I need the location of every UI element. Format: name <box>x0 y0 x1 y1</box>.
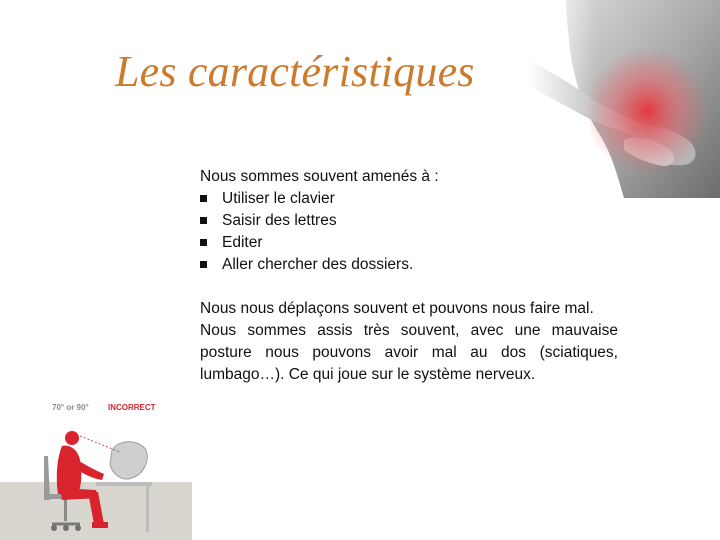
list-item <box>200 232 618 254</box>
paragraph-movement: Nous nous déplaçons souvent et pouvons nous faire mal. <box>200 300 594 317</box>
intro-text: Nous sommes souvent amenés à : <box>200 168 439 185</box>
desk <box>96 482 152 486</box>
list-item <box>200 210 618 232</box>
monitor <box>110 442 147 479</box>
bullet-list <box>200 188 618 276</box>
list-item-label: Utiliser le clavier <box>222 190 335 207</box>
list-item <box>200 254 618 276</box>
sight-line <box>80 436 120 452</box>
square-bullet-icon <box>200 261 207 268</box>
square-bullet-icon <box>200 217 207 224</box>
square-bullet-icon <box>200 239 207 246</box>
content-block <box>200 166 618 386</box>
list-item <box>200 188 618 210</box>
list-item-label: Aller chercher des dossiers. <box>222 256 414 273</box>
chair <box>44 456 50 500</box>
list-item-label: Saisir des lettres <box>222 212 337 229</box>
figure-label-prefix: 70° or 90° <box>52 403 89 412</box>
paragraph-posture: Nous sommes assis très souvent, avec une mauvaise posture nous pouvons avoir mal au dos (sciatiques, lumbago…). Ce qui joue sur le système nerveux. <box>200 322 618 383</box>
slide-title: Les caractéristiques <box>115 47 475 96</box>
posture-illustration <box>0 390 192 540</box>
figure-label-status: INCORRECT <box>108 403 156 412</box>
square-bullet-icon <box>200 195 207 202</box>
list-item-label: Editer <box>222 234 263 251</box>
